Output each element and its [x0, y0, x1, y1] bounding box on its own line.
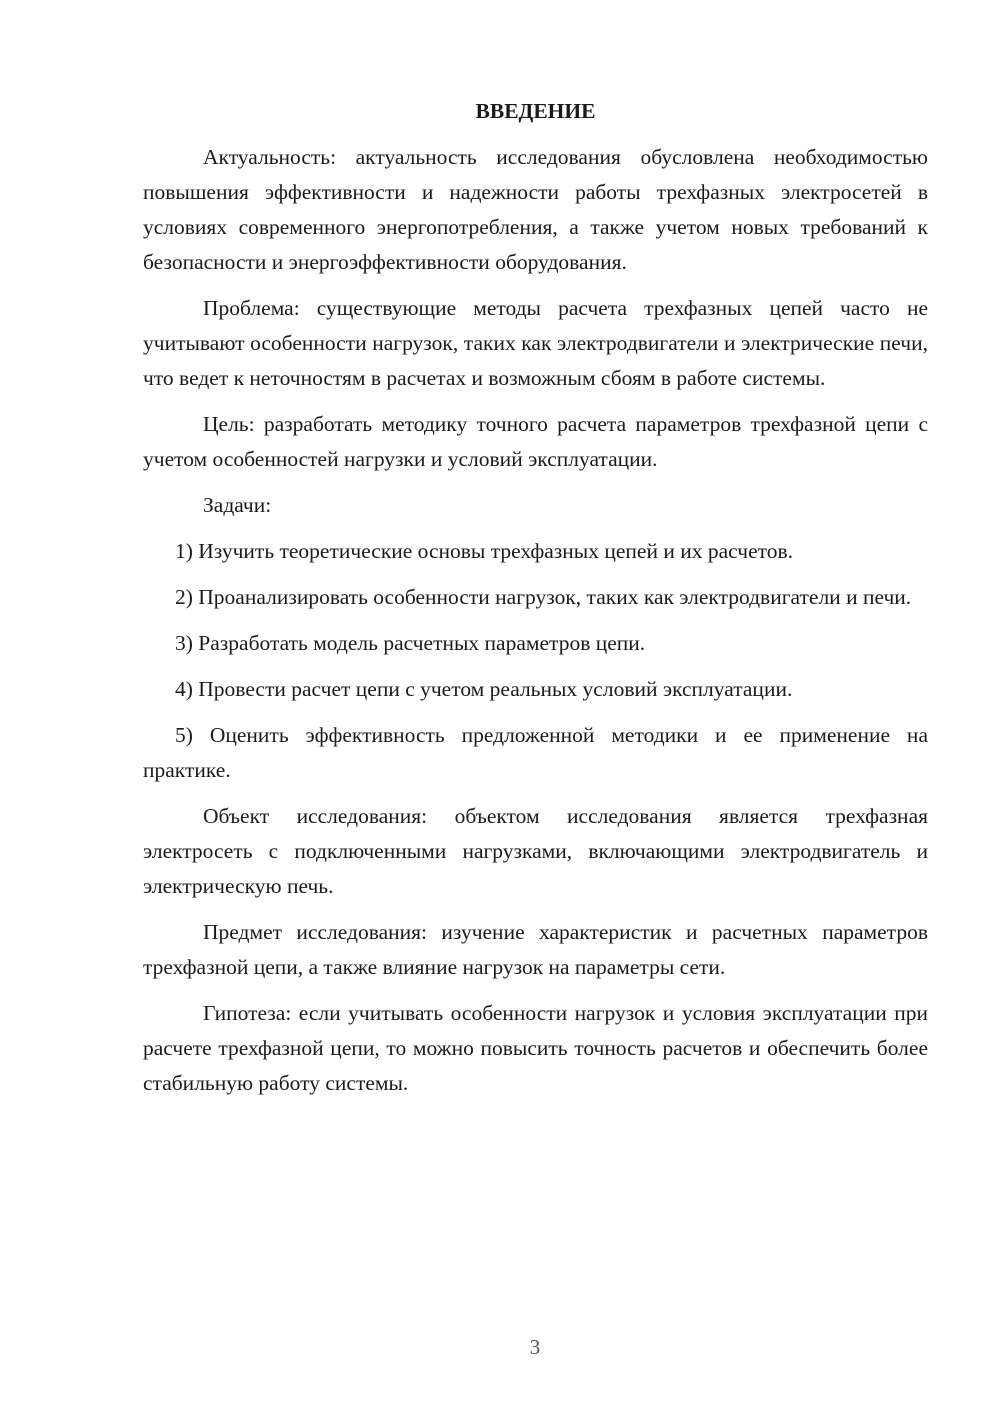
task-item-3: 3) Разработать модель расчетных параметров цепи.: [175, 631, 646, 655]
paragraph-hypothesis: Гипотеза: если учитывать особенности нагрузок и условия эксплуатации при расчете трехфазной цепи, то можно повысить точность расчетов и обеспечить более стабильную работу системы.: [143, 1001, 928, 1095]
page-number: 3: [529, 1335, 541, 1359]
tasks-label: Задачи:: [203, 493, 272, 517]
paragraph-relevance: Актуальность: актуальность исследования обусловлена необходимостью повышения эффективности и надежности работы трехфазных электросетей в условиях современного энергопотребления, а также учетом новых требований к безопасности и энергоэффективности оборудования.: [143, 145, 928, 274]
task-item-2: 2) Проанализировать особенности нагрузок, таких как электродвигатели и печи.: [175, 585, 912, 609]
task-item-1: 1) Изучить теоретические основы трехфазных цепей и их расчетов.: [175, 539, 794, 563]
paragraph-goal: Цель: разработать методику точного расчета параметров трехфазной цепи с учетом особенностей нагрузки и условий эксплуатации.: [143, 412, 928, 471]
paragraph-problem: Проблема: существующие методы расчета трехфазных цепей часто не учитывают особенности нагрузок, таких как электродвигатели и электрические печи, что ведет к неточностям в расчетах и возможным сбоям в работе системы.: [143, 296, 928, 390]
task-item-4: 4) Провести расчет цепи с учетом реальных условий эксплуатации.: [175, 677, 793, 701]
task-item-5: 5) Оценить эффективность предложенной методики и ее применение на практике.: [143, 723, 928, 782]
page-content: [143, 96, 928, 1112]
paragraph-subject: Предмет исследования: изучение характеристик и расчетных параметров трехфазной цепи, а также влияние нагрузок на параметры сети.: [143, 920, 928, 979]
section-heading: ВВЕДЕНИЕ: [475, 99, 596, 123]
paragraph-object: Объект исследования: объектом исследования является трехфазная электросеть с подключенными нагрузками, включающими электродвигатель и электрическую печь.: [143, 804, 928, 898]
